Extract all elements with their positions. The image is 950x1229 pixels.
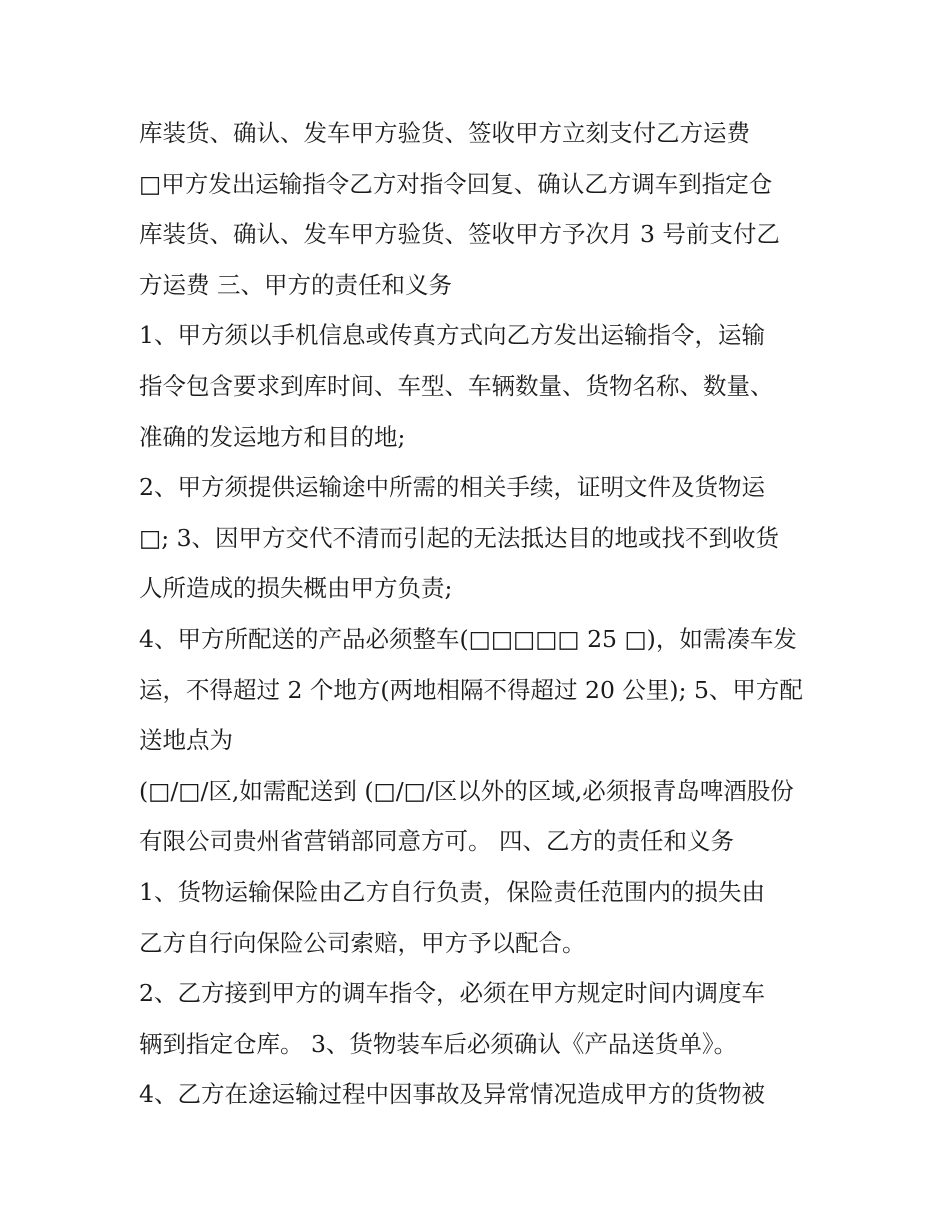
text-line: 乙方自行向保险公司索赔，甲方予以配合。 [139,928,586,957]
text-line: □; 3、因甲方交代不清而引起的无法抵达目的地或找不到收货 [139,523,780,552]
text-line: 有限公司贵州省营销部同意方可。 四、乙方的责任和义务 [139,827,734,856]
text-line: 库装货、确认、发车甲方验货、签收甲方立刻支付乙方运费 [139,119,750,147]
text-line: 辆到指定仓库。 3、货物装车后必须确认《产品送货单》。 [139,1029,738,1058]
text-line: □甲方发出运输指令乙方对指令回复、确认乙方调车到指定仓 [139,169,773,198]
text-line: (□/□/区,如需配送到 (□/□/区以外的区域,必须报青岛啤酒股份 [139,776,794,805]
text-line: 库装货、确认、发车甲方验货、签收甲方予次月 3 号前支付乙 [139,220,780,249]
text-line: 2、乙方接到甲方的调车指令，必须在甲方规定时间内调度车 [139,979,765,1008]
text-line: 1、货物运输保险由乙方自行负责，保险责任范围内的损失由 [139,877,765,906]
text-line: 4、甲方所配送的产品必须整车(□□□□□ 25 □)，如需凑车发 [139,624,797,653]
text-line: 运，不得超过 2 个地方(两地相隔不得超过 20 公里); 5、甲方配 [139,675,803,704]
text-line: 准确的发运地方和目的地; [139,422,406,451]
document-body [139,108,819,1120]
text-line: 人所造成的损失概由甲方负责; [139,574,453,603]
text-line: 指令包含要求到库时间、车型、车辆数量、货物名称、数量、 [139,371,774,400]
text-line: 方运费 三、甲方的责任和义务 [139,270,452,299]
text-line: 1、甲方须以手机信息或传真方式向乙方发出运输指令，运输 [139,321,765,350]
text-line: 4、乙方在途运输过程中因事故及异常情况造成甲方的货物被 [139,1080,765,1109]
text-line: 送地点为 [139,726,233,755]
text-line: 2、甲方须提供运输途中所需的相关手续，证明文件及货物运 [139,473,765,502]
